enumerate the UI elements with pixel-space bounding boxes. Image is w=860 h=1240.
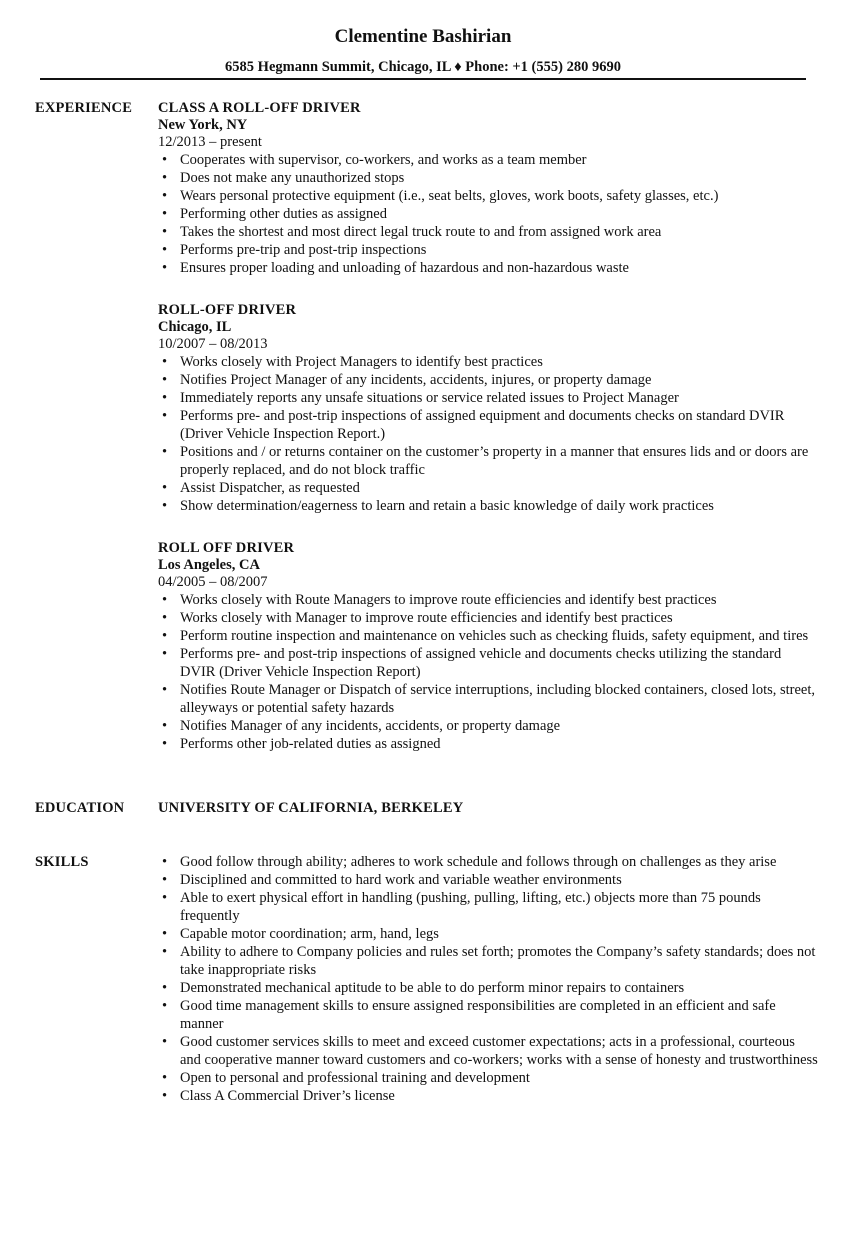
skills-heading: SKILLS bbox=[35, 854, 89, 870]
list-item: • Disciplined and committed to hard work and variable weather environments bbox=[180, 871, 818, 889]
list-item: • Able to exert physical effort in handling (pushing, pulling, lifting, etc.) objects more than 75 pounds frequently bbox=[180, 889, 818, 925]
list-item: • Performing other duties as assigned bbox=[180, 205, 818, 223]
skills-bullets bbox=[158, 853, 818, 1105]
list-item: • Works closely with Project Managers to identify best practices bbox=[180, 353, 818, 371]
list-item: • Performs pre- and post-trip inspections of assigned equipment and documents checks on standard DVIR (Driver Vehicle Inspection Report.) bbox=[180, 407, 818, 443]
list-item: • Good customer services skills to meet and exceed customer expectations; acts in a professional, courteous and cooperative manner toward customers and co-workers; works with a sense of honesty and trustworthiness bbox=[180, 1033, 818, 1069]
list-item: • Notifies Project Manager of any incidents, accidents, injures, or property damage bbox=[180, 371, 818, 389]
header-divider bbox=[40, 78, 806, 80]
list-item: • Perform routine inspection and maintenance on vehicles such as checking fluids, safety equipment, and tires bbox=[180, 627, 818, 645]
job-entry bbox=[158, 99, 818, 277]
list-item: • Positions and / or returns container on the customer’s property in a manner that ensures lids and or doors are properly replaced, and do not block traffic bbox=[180, 443, 818, 479]
job-bullets bbox=[158, 151, 818, 277]
job-dates: 10/2007 – 08/2013 bbox=[158, 336, 268, 352]
job-entry bbox=[158, 301, 818, 515]
resume-name: Clementine Bashirian bbox=[334, 26, 512, 47]
list-item: • Does not make any unauthorized stops bbox=[180, 169, 818, 187]
skills-entry bbox=[158, 853, 818, 1105]
list-item: • Ensures proper loading and unloading of hazardous and non-hazardous waste bbox=[180, 259, 818, 277]
job-location: Chicago, IL bbox=[158, 319, 232, 335]
list-item: • Ability to adhere to Company policies and rules set forth; promotes the Company’s safety standards; does not take inappropriate risks bbox=[180, 943, 818, 979]
list-item: • Open to personal and professional training and development bbox=[180, 1069, 818, 1087]
education-heading: EDUCATION bbox=[35, 800, 125, 816]
list-item: • Class A Commercial Driver’s license bbox=[180, 1087, 818, 1105]
list-item: • Performs other job-related duties as assigned bbox=[180, 735, 818, 753]
education-entry bbox=[158, 799, 818, 817]
list-item: • Good time management skills to ensure assigned responsibilities are completed in an efficient and safe manner bbox=[180, 997, 818, 1033]
list-item: • Performs pre-trip and post-trip inspections bbox=[180, 241, 818, 259]
job-dates: 04/2005 – 08/2007 bbox=[158, 574, 268, 590]
job-bullets bbox=[158, 353, 818, 515]
list-item: • Immediately reports any unsafe situations or service related issues to Project Manager bbox=[180, 389, 818, 407]
list-item: • Cooperates with supervisor, co-workers, and works as a team member bbox=[180, 151, 818, 169]
list-item: • Works closely with Route Managers to improve route efficiencies and identify best practices bbox=[180, 591, 818, 609]
list-item: • Show determination/eagerness to learn and retain a basic knowledge of daily work practices bbox=[180, 497, 818, 515]
school-name: UNIVERSITY OF CALIFORNIA, BERKELEY bbox=[158, 800, 464, 816]
contact-line: 6585 Hegmann Summit, Chicago, IL ♦ Phone: +1 (555) 280 9690 bbox=[225, 59, 621, 75]
job-bullets bbox=[158, 591, 818, 753]
list-item: • Notifies Manager of any incidents, accidents, or property damage bbox=[180, 717, 818, 735]
list-item: • Performs pre- and post-trip inspections of assigned vehicle and documents checks utilizing the standard DVIR (Driver Vehicle Inspection Report) bbox=[180, 645, 818, 681]
list-item: • Notifies Route Manager or Dispatch of service interruptions, including blocked containers, closed lots, street, alleyways or potential safety hazards bbox=[180, 681, 818, 717]
list-item: • Demonstrated mechanical aptitude to be able to do perform minor repairs to containers bbox=[180, 979, 818, 997]
list-item: • Capable motor coordination; arm, hand, legs bbox=[180, 925, 818, 943]
list-item: • Good follow through ability; adheres to work schedule and follows through on challenges as they arise bbox=[180, 853, 818, 871]
list-item: • Wears personal protective equipment (i.e., seat belts, gloves, work boots, safety glasses, etc.) bbox=[180, 187, 818, 205]
job-title: ROLL OFF DRIVER bbox=[158, 540, 295, 556]
job-location: Los Angeles, CA bbox=[158, 557, 260, 573]
list-item: • Takes the shortest and most direct legal truck route to and from assigned work area bbox=[180, 223, 818, 241]
job-title: ROLL-OFF DRIVER bbox=[158, 302, 297, 318]
experience-heading: EXPERIENCE bbox=[35, 100, 133, 116]
job-entry bbox=[158, 539, 818, 753]
list-item: • Works closely with Manager to improve route efficiencies and identify best practices bbox=[180, 609, 818, 627]
job-title: CLASS A ROLL-OFF DRIVER bbox=[158, 100, 361, 116]
job-dates: 12/2013 – present bbox=[158, 134, 262, 150]
list-item: • Assist Dispatcher, as requested bbox=[180, 479, 818, 497]
job-location: New York, NY bbox=[158, 117, 248, 133]
